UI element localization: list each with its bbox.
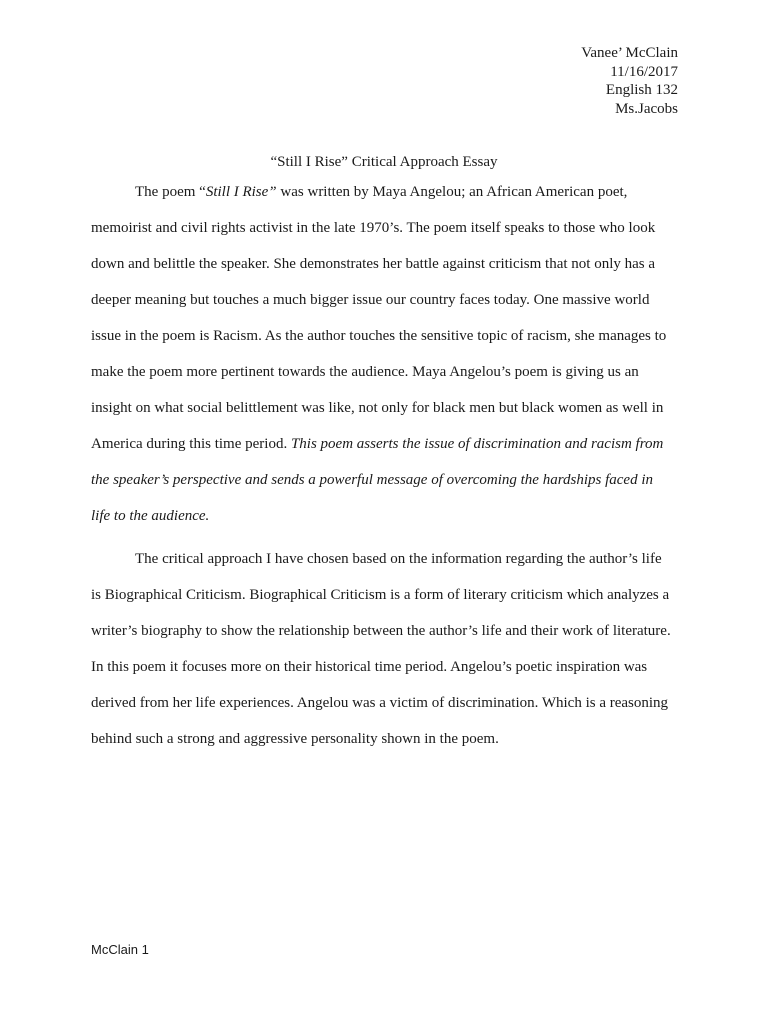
instructor-name: Ms.Jacobs — [615, 100, 678, 117]
essay-date: 11/16/2017 — [610, 63, 678, 80]
paragraph-1-line-6: make the poem more pertinent towards the audience. Maya Angelou’s poem is giving us an — [91, 364, 639, 380]
paragraph-2-line-5: derived from her life experiences. Angelou was a victim of discrimination. Which is a reasoning — [91, 695, 669, 711]
paragraph-1-line-10 — [91, 498, 681, 534]
thesis-italic: life to the audience. — [91, 508, 210, 524]
paragraph-1 — [91, 174, 681, 534]
paragraph-1-line-1 — [91, 174, 681, 210]
paragraph-2-line-4: In this poem it focuses more on their historical time period. Angelou’s poetic inspiration was — [91, 659, 648, 675]
text-run: was written by Maya Angelou; an African American poet, — [276, 184, 628, 200]
paragraph-2 — [91, 541, 681, 757]
text-run: The poem “ — [135, 184, 206, 200]
header-block — [581, 44, 678, 118]
page-footer: McClain 1 — [91, 942, 149, 957]
course-name: English 132 — [605, 82, 678, 98]
paragraph-2-line-1: The critical approach I have chosen based on the information regarding the author’s life — [135, 551, 662, 567]
paragraph-2-line-3: writer’s biography to show the relationship between the author’s life and their work of literature. — [91, 623, 671, 639]
thesis-italic: This poem asserts the issue of discrimination and racism from — [290, 436, 664, 452]
essay-title: “Still I Rise” Critical Approach Essay — [270, 154, 498, 170]
text-run: America during this time period. — [91, 436, 291, 452]
author-name: Vanee’ McClain — [581, 45, 678, 61]
thesis-italic: the speaker’s perspective and sends a powerful message of overcoming the hardships faced in — [91, 472, 653, 488]
poem-title-italic: Still I Rise” — [205, 184, 277, 200]
paragraph-1-line-5: issue in the poem is Racism. As the author touches the sensitive topic of racism, she manages to — [91, 328, 667, 344]
paragraph-1-line-2: memoirist and civil rights activist in the late 1970’s. The poem itself speaks to those who look — [91, 220, 656, 236]
paragraph-1-line-8 — [91, 426, 681, 462]
paragraph-1-line-3: down and belittle the speaker. She demonstrates her battle against criticism that not only has a — [91, 256, 656, 272]
paragraph-2-line-6: behind such a strong and aggressive personality shown in the poem. — [91, 731, 499, 747]
paragraph-1-line-7: insight on what social belittlement was like, not only for black men but black women as well in — [91, 400, 664, 416]
paragraph-2-line-2: is Biographical Criticism. Biographical Criticism is a form of literary criticism which analyzes a — [91, 587, 670, 603]
paragraph-1-line-4: deeper meaning but touches a much bigger issue our country faces today. One massive world — [91, 292, 650, 308]
paragraph-1-line-9 — [91, 462, 681, 498]
